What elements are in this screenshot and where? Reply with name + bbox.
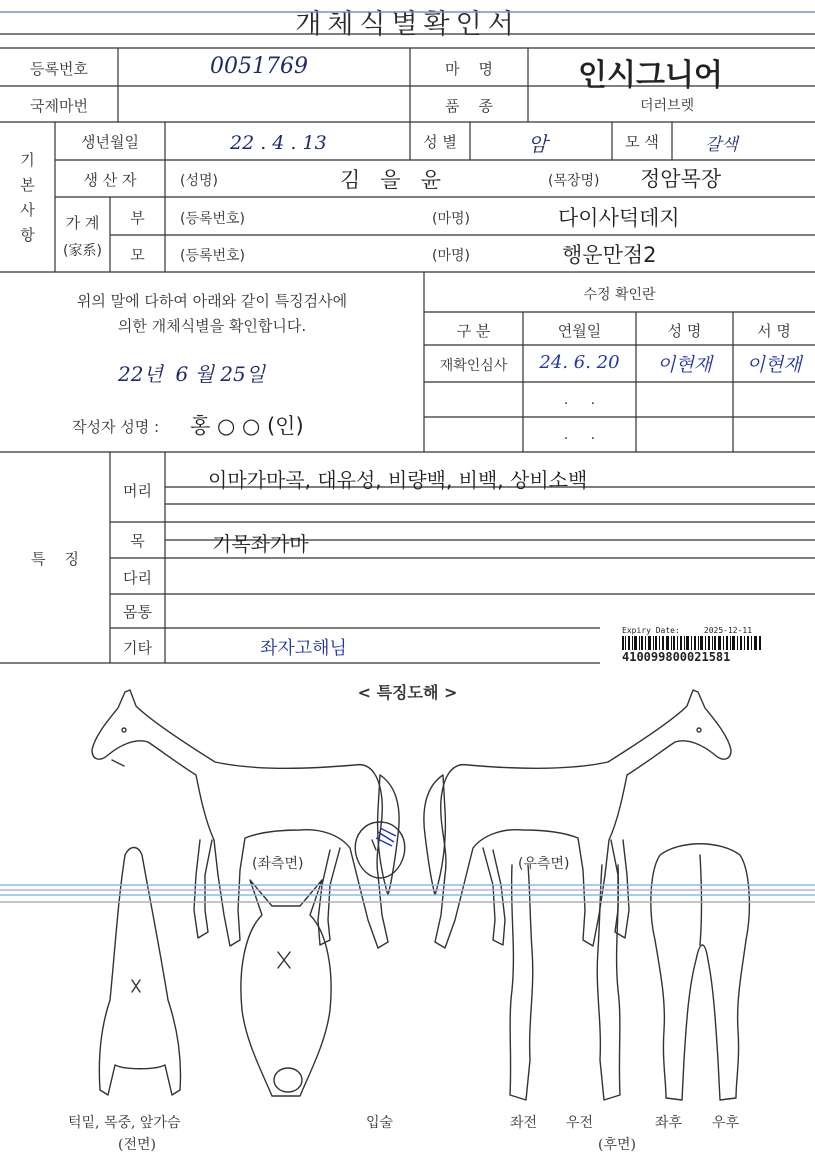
body-label: 몸통 [123,603,152,621]
breeder-label: 생 산 자 [83,171,137,189]
rear-left-leg-caption: 좌후 [655,1115,683,1131]
other-label: 기타 [123,639,152,657]
statement-line-2: 의한 개체식별을 확인합니다. [117,317,307,335]
revision-col-type: 구 분 [456,322,491,340]
horse-name-label: 마 명 [444,60,494,78]
neck-value: 기목좌가마 [212,532,309,556]
revision-row2-date: . . [563,392,596,408]
revision-row1-type: 재확인심사 [439,358,508,374]
reg-no-label: 등록번호 [30,60,88,78]
statement-line-1: 위의 말에 다하여 아래와 같이 특징검사에 [76,292,348,310]
pedigree-label: 가 계 [65,214,100,232]
horse-name-value: 인시그니어 [578,58,723,93]
ranch-label: (목장명) [548,173,600,189]
right-side-caption: (우측면) [518,856,570,872]
front-caption-2: (전면) [118,1137,156,1153]
rear-caption: (후면) [598,1137,636,1153]
front-right-leg-caption: 우전 [566,1115,594,1131]
color-label: 모 색 [625,133,659,151]
document-title: 개체식별확인서 [295,9,520,40]
intl-no-label: 국제마번 [30,97,88,115]
horse-diagram [0,670,815,1167]
rear-right-leg-caption: 우후 [712,1115,740,1131]
scan-artifact-lines [0,880,815,910]
breeder-name-value: 김 을 윤 [340,168,441,192]
basic-section-label: 기 본 사 항 [20,151,35,244]
color-value: 갈색 [705,135,738,155]
barcode-icon [622,636,762,650]
front-left-leg-caption: 좌전 [510,1115,538,1131]
reg-no-value: 0051769 [210,54,308,79]
revision-col-date: 연월일 [557,322,602,340]
revision-title: 수정 확인란 [583,287,656,303]
revision-col-sign: 서 명 [757,322,791,340]
barcode-number: 410099800021581 [622,650,731,664]
muzzle-caption: 입술 [366,1115,394,1131]
birth-label: 생년월일 [81,133,139,151]
neck-label: 목 [130,532,145,550]
sire-name-label: (마명) [432,211,470,227]
head-label: 머리 [123,482,152,500]
author-label: 작성자 성명 : [72,418,160,436]
barcode-expiry: Expiry Date: 2025-12-11 [622,626,753,635]
breed-value: 더러브렛 [640,98,695,114]
breeder-name-label: (성명) [180,173,218,189]
other-value: 좌자고해님 [260,638,347,659]
sex-value: 암 [528,132,548,156]
revision-row1-name: 이현재 [656,354,713,376]
pedigree-hanja: (家系) [63,243,102,259]
sire-label: 부 [130,209,145,227]
revision-row1-date: 24. 6. 20 [539,352,620,373]
revision-row3-date: . . [563,427,596,443]
left-side-caption: (좌측면) [252,856,304,872]
leg-label: 다리 [123,569,152,587]
head-front-outline [241,880,331,1096]
sire-name-value: 다이사덕데지 [558,206,680,230]
issue-date-value: 22년 6 월 25일 [118,362,266,386]
front-caption-1: 턱밑, 목중, 앞가슴 [68,1115,181,1131]
head-value: 이마가마곡, 대유성, 비량백, 비백, 상비소백 [208,468,588,492]
revision-col-name: 성 명 [667,322,702,340]
author-value: 홍 ○ ○ (인) [190,414,304,438]
ranch-value: 정암목장 [640,167,722,191]
revision-row1-sign: 이현재 [746,354,802,376]
dam-label: 모 [130,246,145,264]
breed-label: 품 종 [444,97,494,115]
dam-reg-label: (등록번호) [180,248,246,264]
dam-name-label: (마명) [432,248,470,264]
sex-label: 성 별 [423,133,457,151]
features-section-label: 특 징 [30,550,80,568]
birth-value: 22 . 4 . 13 [230,132,327,154]
dam-name-value: 행운만점2 [562,243,657,267]
sire-reg-label: (등록번호) [180,211,246,227]
diagram-title: < 특징도해 > [357,683,458,702]
